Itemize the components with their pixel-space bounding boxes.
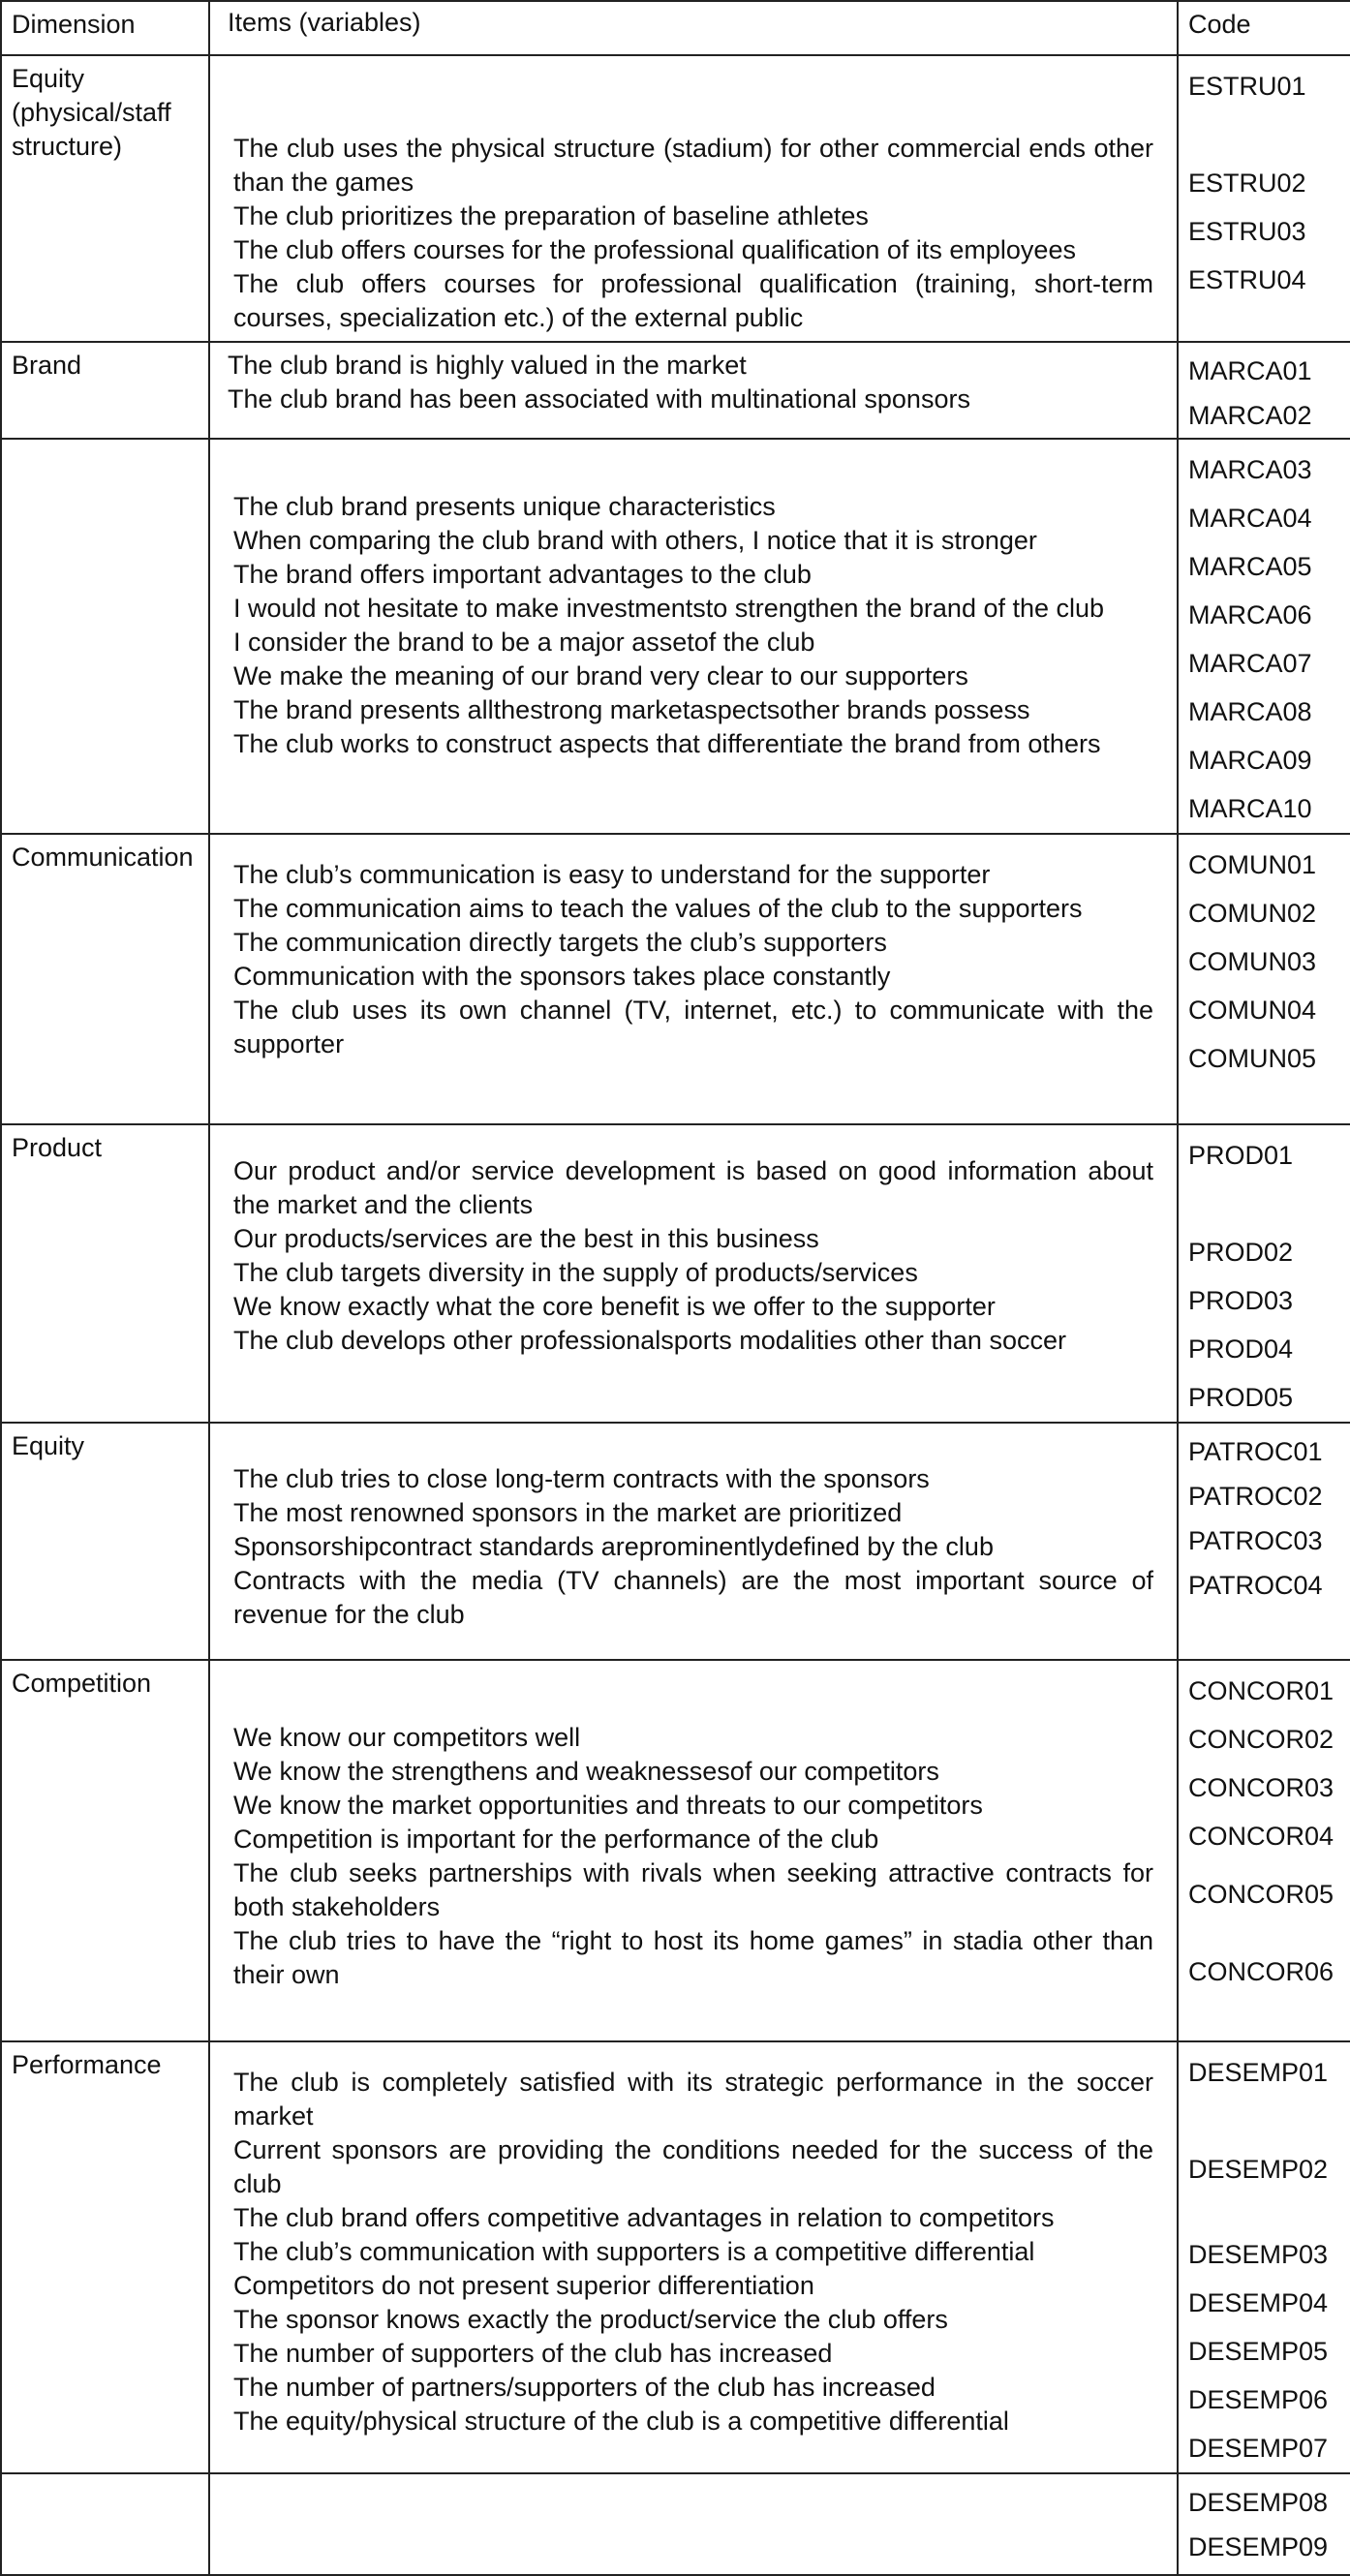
codes-cell [1178, 2041, 1350, 2473]
codes-cell [1178, 2473, 1350, 2575]
header-items: Items (variables) [209, 1, 1178, 55]
codes-cell [1178, 1660, 1350, 2041]
item-text: Current sponsors are providing the conditions needed for the success of the club [233, 2135, 1153, 2198]
codes-cell [1178, 55, 1350, 342]
item-code: CONCOR03 [1188, 1773, 1335, 1802]
item-code: PROD04 [1188, 1334, 1294, 1364]
items-cell [209, 2473, 1178, 2575]
table-row [1, 1124, 1350, 1423]
item-text: The club’s communication is easy to understand for the supporter [233, 860, 991, 889]
codes-cell [1178, 342, 1350, 439]
dimension-cell [1, 439, 209, 834]
item-code: DESEMP04 [1188, 2288, 1329, 2317]
items-cell [209, 342, 1178, 439]
item-text: The equity/physical structure of the club is a competitive differential [233, 2407, 1009, 2436]
item-code: DESEMP09 [1188, 2532, 1329, 2561]
item-text: Our product and/or service development is based on good information about the market and the clients [233, 1156, 1153, 1219]
item-text: The club seeks partnerships with rivals when seeking attractive contracts for both stakeholders [233, 1858, 1153, 1921]
item-text: The communication aims to teach the values of the club to the supporters [233, 894, 1083, 923]
item-text: The club brand presents unique characteristics [233, 492, 776, 521]
item-text: Contracts with the media (TV channels) are the most important source of revenue for the club [233, 1566, 1153, 1629]
item-text: The club tries to have the “right to host its home games” in stadia other than their own [233, 1926, 1153, 1989]
item-text: The brand presents allthestrong marketaspectsother brands possess [233, 695, 1030, 724]
item-text: The club offers courses for professional qualification (training, short-term courses, specialization etc.) of the external public [233, 269, 1153, 332]
item-code: MARCA02 [1188, 401, 1312, 430]
items-cell [209, 834, 1178, 1124]
item-code: PROD05 [1188, 1383, 1294, 1412]
item-code: CONCOR02 [1188, 1725, 1335, 1754]
item-text: The club prioritizes the preparation of baseline athletes [233, 201, 869, 230]
item-code: COMUN02 [1188, 899, 1317, 928]
item-text: The club’s communication with supporters is a competitive differential [233, 2237, 1035, 2266]
table-row [1, 439, 1350, 834]
item-text: The number of supporters of the club has increased [233, 2339, 833, 2368]
item-text: The club targets diversity in the supply of products/services [233, 1258, 918, 1287]
item-text: The club brand offers competitive advantages in relation to competitors [233, 2203, 1055, 2232]
item-text: Competition is important for the performance of the club [233, 1825, 879, 1854]
item-text: The sponsor knows exactly the product/service the club offers [233, 2305, 948, 2334]
item-text: The communication directly targets the club’s supporters [233, 928, 887, 957]
item-code: MARCA03 [1188, 455, 1312, 484]
table-header-row [1, 1, 1350, 55]
table-row [1, 55, 1350, 342]
item-text: The number of partners/supporters of the club has increased [233, 2373, 936, 2402]
item-code: DESEMP07 [1188, 2434, 1329, 2463]
items-cell [209, 439, 1178, 834]
items-cell [209, 2041, 1178, 2473]
item-text: When comparing the club brand with others, I notice that it is stronger [233, 526, 1037, 555]
item-code: DESEMP06 [1188, 2385, 1329, 2414]
item-code: MARCA10 [1188, 794, 1312, 823]
item-code: PATROC04 [1188, 1571, 1323, 1600]
item-code: PATROC02 [1188, 1482, 1323, 1511]
item-code: PATROC03 [1188, 1526, 1323, 1555]
dimension-cell: Performance [1, 2041, 209, 2473]
codes-cell [1178, 1124, 1350, 1423]
dimension-cell [1, 2473, 209, 2575]
item-code: DESEMP03 [1188, 2240, 1329, 2269]
item-code: ESTRU03 [1188, 217, 1306, 246]
item-code: MARCA04 [1188, 504, 1312, 533]
table-row [1, 834, 1350, 1124]
item-text: Communication with the sponsors takes place constantly [233, 962, 891, 991]
item-code: MARCA06 [1188, 600, 1312, 629]
item-code: CONCOR04 [1188, 1822, 1335, 1851]
item-text: We know our competitors well [233, 1723, 581, 1752]
item-text: Sponsorshipcontract standards areprominentlydefined by the club [233, 1532, 994, 1561]
item-code: DESEMP01 [1188, 2058, 1329, 2087]
codes-cell [1178, 439, 1350, 834]
item-text: The club tries to close long-term contracts with the sponsors [233, 1464, 930, 1493]
item-text: We know the market opportunities and threats to our competitors [233, 1791, 983, 1820]
items-cell [209, 55, 1178, 342]
item-code: COMUN04 [1188, 996, 1317, 1025]
item-code: ESTRU04 [1188, 265, 1306, 294]
table-row [1, 1660, 1350, 2041]
item-text: The club is completely satisfied with its strategic performance in the soccer market [233, 2068, 1153, 2131]
codes-cell [1178, 1423, 1350, 1660]
items-cell [209, 1423, 1178, 1660]
items-cell [209, 1124, 1178, 1423]
item-code: PROD02 [1188, 1238, 1294, 1267]
dimension-cell: Product [1, 1124, 209, 1423]
item-text: I consider the brand to be a major assetof the club [233, 628, 815, 657]
item-text: Competitors do not present superior differentiation [233, 2271, 814, 2300]
item-text: The club works to construct aspects that differentiate the brand from others [233, 729, 1101, 758]
table-row [1, 342, 1350, 439]
item-code: COMUN03 [1188, 947, 1317, 976]
item-code: MARCA01 [1188, 356, 1312, 385]
dimension-cell: Equity [1, 1423, 209, 1660]
item-code: PATROC01 [1188, 1437, 1323, 1466]
dimension-cell: Equity (physical/staff structure) [1, 55, 209, 342]
item-code: CONCOR01 [1188, 1676, 1335, 1705]
item-text: The club brand has been associated with multinational sponsors [228, 384, 970, 414]
item-code: MARCA08 [1188, 697, 1312, 726]
item-code: COMUN01 [1188, 850, 1317, 879]
dimension-cell: Communication [1, 834, 209, 1124]
item-text: The club offers courses for the professional qualification of its employees [233, 235, 1076, 264]
table-row [1, 2041, 1350, 2473]
item-code: PROD03 [1188, 1286, 1294, 1315]
item-text: The most renowned sponsors in the market are prioritized [233, 1498, 903, 1527]
item-text: The club brand is highly valued in the market [228, 351, 747, 380]
codes-cell [1178, 834, 1350, 1124]
table-row [1, 2473, 1350, 2575]
item-code: PROD01 [1188, 1141, 1294, 1170]
item-code: DESEMP08 [1188, 2488, 1329, 2517]
item-text: The club develops other professionalsports modalities other than soccer [233, 1326, 1066, 1355]
item-text: We know the strengthens and weaknessesof our competitors [233, 1757, 939, 1786]
item-text: The club uses its own channel (TV, internet, etc.) to communicate with the supporter [233, 996, 1153, 1058]
header-dimension: Dimension [1, 1, 209, 55]
item-text: Our products/services are the best in this business [233, 1224, 819, 1253]
item-text: We know exactly what the core benefit is we offer to the supporter [233, 1292, 996, 1321]
item-code: MARCA05 [1188, 552, 1312, 581]
header-code: Code [1178, 1, 1350, 55]
item-text: The brand offers important advantages to the club [233, 560, 812, 589]
items-cell [209, 1660, 1178, 2041]
item-code: DESEMP05 [1188, 2337, 1329, 2366]
item-text: I would not hesitate to make investmentsto strengthen the brand of the club [233, 594, 1105, 623]
item-text: We make the meaning of our brand very clear to our supporters [233, 661, 968, 690]
item-code: DESEMP02 [1188, 2155, 1329, 2184]
item-code: MARCA09 [1188, 746, 1312, 775]
item-code: CONCOR06 [1188, 1957, 1335, 1986]
item-code: COMUN05 [1188, 1044, 1317, 1073]
item-code: ESTRU01 [1188, 72, 1306, 101]
dimension-cell: Competition [1, 1660, 209, 2041]
item-code: MARCA07 [1188, 649, 1312, 678]
table-row [1, 1423, 1350, 1660]
item-code: ESTRU02 [1188, 169, 1306, 198]
dimension-cell: Brand [1, 342, 209, 439]
item-code: CONCOR05 [1188, 1880, 1335, 1909]
item-text: The club uses the physical structure (stadium) for other commercial ends other than the games [233, 134, 1153, 197]
